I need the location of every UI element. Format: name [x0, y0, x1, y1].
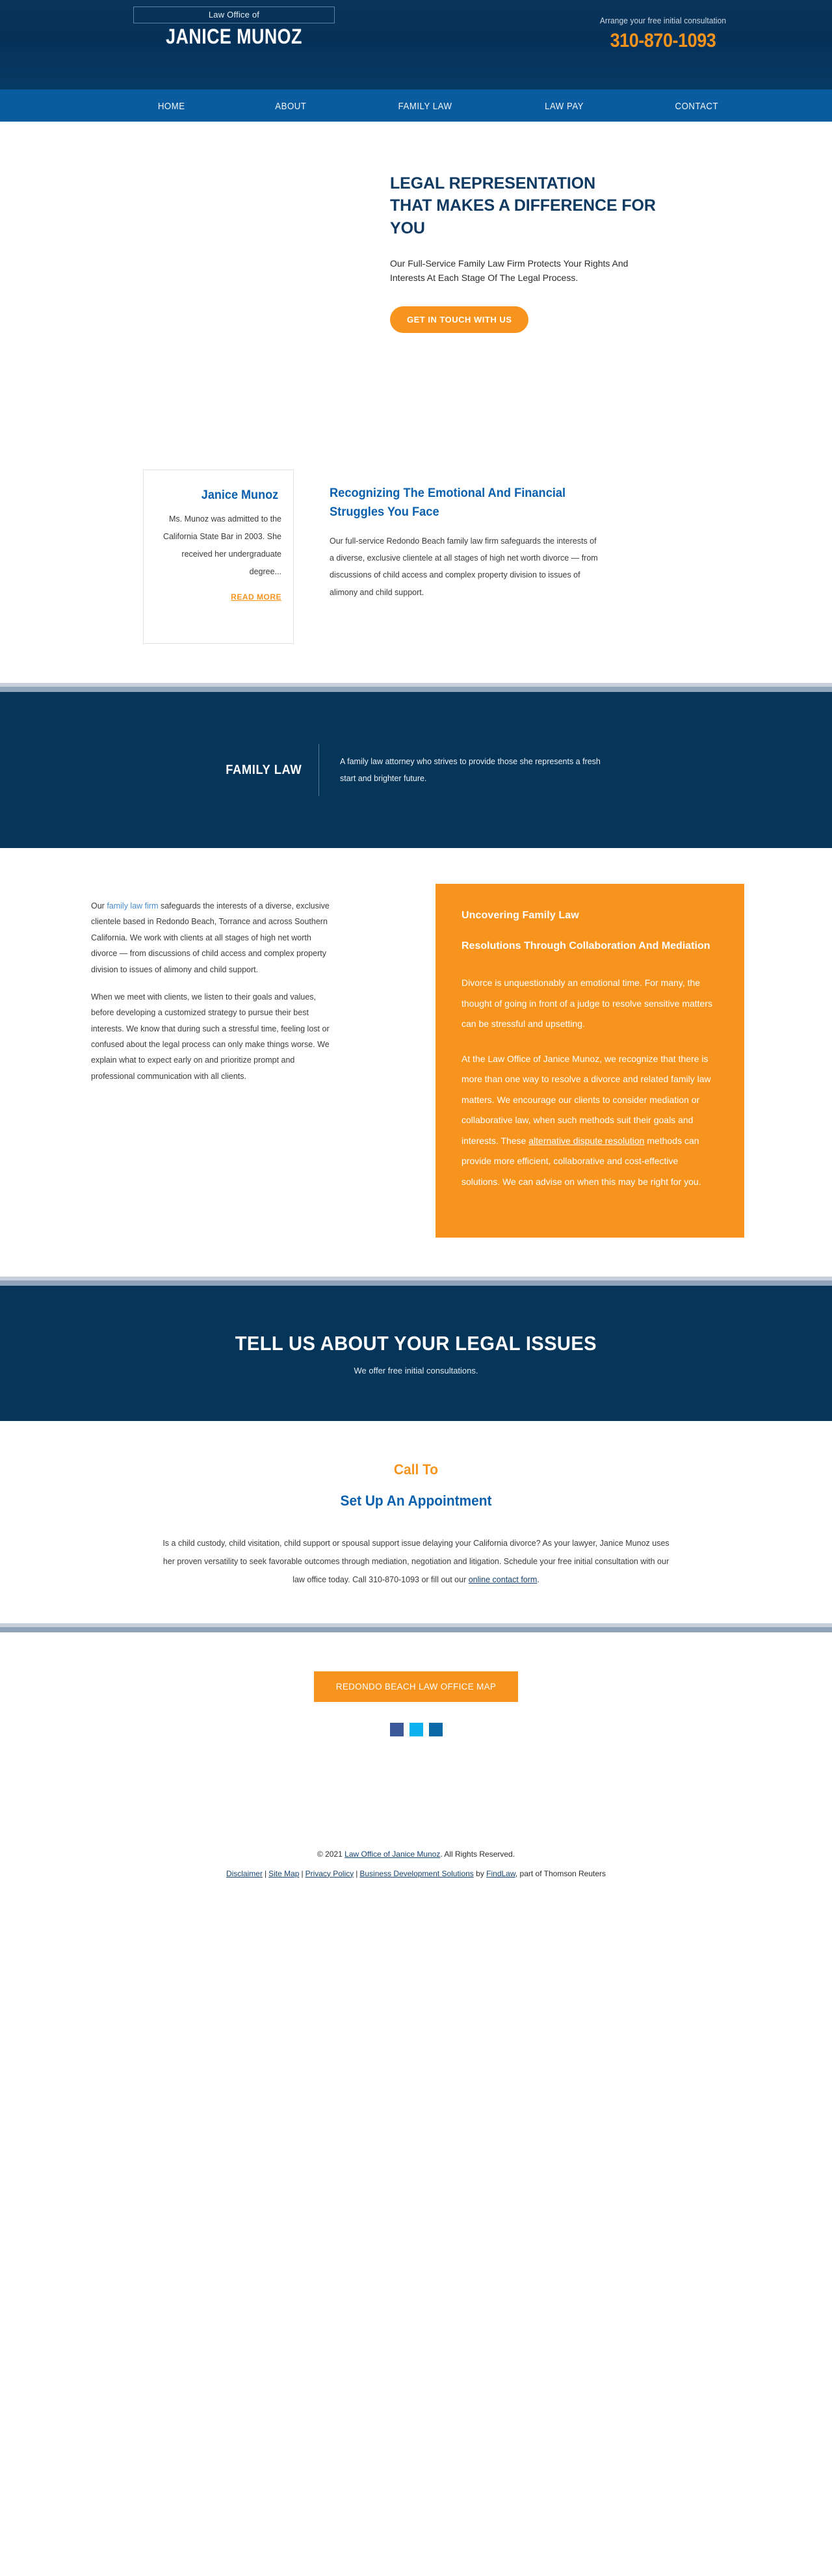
- footer-separator: |: [264, 1868, 267, 1878]
- hero-title-line-1: LEGAL REPRESENTATION: [390, 174, 596, 193]
- family-law-firm-link[interactable]: family law firm: [107, 901, 159, 910]
- nav-item-home[interactable]: HOME: [157, 100, 185, 112]
- site-footer: [0, 1827, 832, 1904]
- read-more-link[interactable]: READ MORE: [231, 592, 281, 602]
- cta-band: [0, 1286, 832, 1421]
- section-divider-3: [0, 1623, 832, 1632]
- hero-copy: [390, 172, 702, 333]
- practice-area-description: A family law attorney who strives to provide those she represents a fresh start and brighter future.: [340, 756, 601, 783]
- brand-eyebrow: Law Office of: [208, 10, 260, 20]
- twitter-icon[interactable]: [410, 1723, 423, 1736]
- content-paragraph-1: [91, 898, 335, 977]
- social-links-row: [0, 1723, 832, 1736]
- cta-band-title: TELL US ABOUT YOUR LEGAL ISSUES: [235, 1331, 597, 1355]
- intro-copy: [330, 470, 603, 601]
- consultation-eyebrow: Arrange your free initial consultation: [599, 16, 727, 25]
- hero-subtitle: Our Full-Service Family Law Firm Protects Your Rights And Interests At Each Stage Of The Legal Process.: [390, 258, 629, 284]
- appointment-body-after: .: [537, 1575, 540, 1585]
- intro-inner: [72, 470, 760, 644]
- brand-logo[interactable]: [133, 7, 335, 49]
- online-contact-form-link[interactable]: online contact form: [468, 1575, 538, 1585]
- cta-band-subtitle: We offer free initial consultations.: [354, 1365, 478, 1375]
- get-in-touch-button[interactable]: GET IN TOUCH WITH US: [390, 306, 528, 333]
- linkedin-icon[interactable]: [429, 1723, 443, 1736]
- nav-item-law-pay[interactable]: LAW PAY: [544, 100, 584, 112]
- header-inner: [72, 0, 760, 89]
- content-left-column: [91, 884, 354, 1096]
- nav-item-contact[interactable]: CONTACT: [675, 100, 719, 112]
- findlaw-link[interactable]: FindLaw: [486, 1868, 515, 1878]
- attorney-profile-card[interactable]: [143, 470, 294, 644]
- hero-title-line-3: YOU: [390, 219, 425, 237]
- footer-link-business-development-solutions[interactable]: Business Development Solutions: [359, 1868, 474, 1878]
- footer-separator: |: [301, 1868, 304, 1878]
- practice-area-title: FAMILY LAW: [226, 762, 302, 777]
- panel-paragraph-2-after: methods can provide more efficient, collaborative and cost-effective solutions. We can advise on when this may be right for you.: [462, 1135, 701, 1187]
- section-divider-1: [0, 683, 832, 692]
- paragraph-1-before: Our: [91, 901, 107, 910]
- hero-inner: [72, 122, 760, 470]
- facebook-icon[interactable]: [390, 1723, 404, 1736]
- appointment-section: [0, 1421, 832, 1623]
- copyright-before: © 2021: [317, 1849, 345, 1859]
- attorney-name: Janice Munoz: [201, 488, 279, 502]
- brand-eyebrow-box: [133, 7, 335, 23]
- panel-paragraph-2: [462, 1049, 718, 1193]
- content-paragraph-2: When we meet with clients, we listen to their goals and values, before developing a customized strategy to pursue their best interests. We know that during such a stressful time, feeling lost or confused about the legal process can only make things worse. We explain what to expect early on and prioritize prompt and professional communication with all clients.: [91, 992, 330, 1081]
- footer-separator: |: [356, 1868, 358, 1878]
- panel-kicker: Uncovering Family Law: [462, 910, 579, 921]
- main-navigation: [0, 89, 832, 122]
- divider-dark-band: [0, 1627, 832, 1632]
- main-content-section: [0, 848, 832, 1277]
- content-inner: [72, 884, 760, 1238]
- appointment-body: [159, 1534, 673, 1589]
- intro-section: [0, 470, 832, 683]
- firm-name-link[interactable]: Law Office of Janice Munoz: [344, 1849, 441, 1859]
- orange-info-panel: [436, 884, 744, 1238]
- appointment-kicker: Call To: [393, 1461, 439, 1478]
- footer-links: [0, 1869, 832, 1878]
- alternative-dispute-resolution-link[interactable]: alternative dispute resolution: [528, 1135, 645, 1146]
- hero-title-line-2: THAT MAKES A DIFFERENCE FOR: [390, 196, 656, 215]
- redondo-beach-law-office-map-button[interactable]: REDONDO BEACH LAW OFFICE MAP: [314, 1671, 518, 1702]
- office-section: [0, 1632, 832, 1827]
- panel-paragraph-2-before: At the Law Office of Janice Munoz, we recognize that there is more than one way to resolve a divorce and related family law matters. We encourage our clients to consider mediation or collaborative law, when such methods suit their goals and interests. These: [462, 1053, 711, 1146]
- footer-copyright: [0, 1850, 832, 1859]
- paragraph-1-after: safeguards the interests of a diverse, exclusive clientele based in Redondo Beach, Torrance and across Southern California. We work with clients at all stages of high net worth divorce — from discussions of child access and complex property division to issues of alimony and child support.: [91, 901, 330, 974]
- footer-by-text: by: [473, 1868, 487, 1878]
- nav-item-family-law[interactable]: FAMILY LAW: [398, 100, 452, 112]
- nav-inner: [72, 90, 760, 122]
- footer-link-privacy-policy[interactable]: Privacy Policy: [305, 1868, 354, 1878]
- practice-area-strip: [0, 692, 832, 848]
- copyright-after: . All Rights Reserved.: [440, 1849, 515, 1859]
- footer-tail: , part of Thomson Reuters: [515, 1868, 606, 1878]
- footer-link-disclaimer[interactable]: Disclaimer: [226, 1868, 263, 1878]
- phone-number[interactable]: 310-870-1093: [610, 30, 716, 51]
- attorney-bio: Ms. Munoz was admitted to the California State Bar in 2003. She received her undergraduate degree...: [162, 514, 281, 576]
- site-header: [0, 0, 832, 89]
- hero-title: [390, 172, 702, 239]
- divider-dark-band: [0, 1281, 832, 1286]
- appointment-heading: Set Up An Appointment: [340, 1493, 492, 1509]
- intro-heading: Recognizing The Emotional And Financial Struggles You Face: [330, 486, 566, 520]
- footer-link-site-map[interactable]: Site Map: [268, 1868, 300, 1878]
- section-divider-2: [0, 1277, 832, 1286]
- divider-dark-band: [0, 687, 832, 692]
- panel-heading: Resolutions Through Collaboration And Mediation: [462, 940, 710, 951]
- nav-item-about[interactable]: ABOUT: [275, 100, 307, 112]
- brand-name: JANICE MUNOZ: [166, 25, 302, 48]
- intro-body: Our full-service Redondo Beach family law firm safeguards the interests of a diverse, exclusive clientele at all stages of high net worth divorce — from discussions of child access and complex property division to issues of alimony and child support.: [330, 536, 598, 597]
- panel-paragraph-1: Divorce is unquestionably an emotional time. For many, the thought of going in front of a judge to resolve sensitive matters can be stressful and upsetting.: [462, 977, 713, 1029]
- practice-inner: [72, 744, 760, 796]
- header-contact: [566, 16, 760, 52]
- hero-section: [0, 122, 832, 470]
- appointment-body-before: Is a child custody, child visitation, child support or spousal support issue delaying your California divorce? As your lawyer, Janice Munoz uses her proven versatility to seek favorable outcomes through mediation, negotiation and litigation. Schedule your free initial consultation with our law office today. Call 310-870-1093 or fill out our: [162, 1539, 670, 1585]
